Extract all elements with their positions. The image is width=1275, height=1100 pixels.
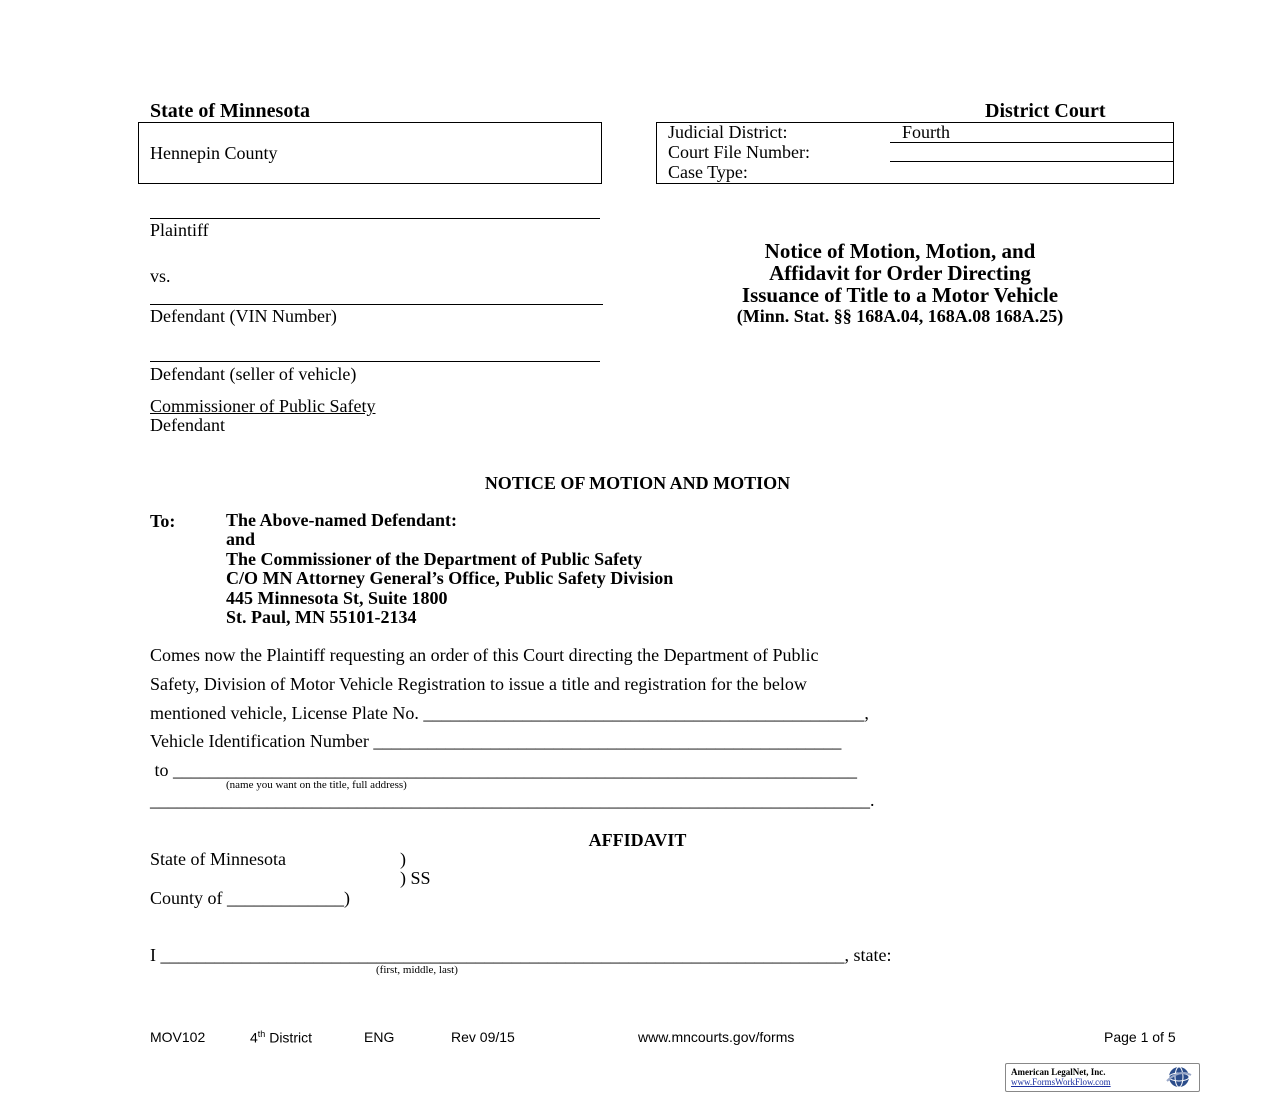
footer-revision: Rev 09/15 xyxy=(451,1029,515,1045)
commissioner-defendant-label: Defendant xyxy=(150,415,225,435)
to-label: To: xyxy=(150,511,176,531)
footer-district-num: 4 xyxy=(250,1029,258,1046)
addressee-line: The Commissioner of the Department of Public Safety xyxy=(226,548,643,569)
form-title xyxy=(640,240,1160,326)
footer-language: ENG xyxy=(364,1029,395,1045)
address-field[interactable]: ________________________________________________________________________________. xyxy=(150,790,875,810)
affidavit-county-field[interactable]: County of _____________) xyxy=(150,888,350,908)
court-heading: District Court xyxy=(985,100,1106,122)
footer-district xyxy=(250,1029,312,1046)
footer-website[interactable]: www.mncourts.gov/forms xyxy=(638,1029,795,1045)
vs-label: vs. xyxy=(150,266,171,286)
title-line-1: Notice of Motion, Motion, and xyxy=(764,239,1036,263)
affidavit-state: State of Minnesota xyxy=(150,849,286,869)
plaintiff-line[interactable] xyxy=(150,218,600,219)
affiant-name-field[interactable]: I ____________________________________________________________________________, state: xyxy=(150,945,892,965)
defendant-vin-label: Defendant (VIN Number) xyxy=(150,306,337,326)
legalnet-badge[interactable] xyxy=(1005,1063,1200,1092)
addressee-block xyxy=(226,511,673,627)
state-heading: State of Minnesota xyxy=(150,100,310,122)
commissioner-name: Commissioner of Public Safety xyxy=(150,396,376,416)
judicial-district-label: Judicial District: xyxy=(668,122,788,142)
vin-field[interactable]: Vehicle Identification Number ____________________________________________________ xyxy=(150,731,842,751)
statute-citation: (Minn. Stat. §§ 168A.04, 168A.08 168A.25) xyxy=(736,306,1064,326)
badge-company: American LegalNet, Inc. xyxy=(1011,1067,1106,1077)
case-type-label: Case Type: xyxy=(668,162,748,182)
judicial-district-value[interactable]: Fourth xyxy=(902,122,951,142)
affidavit-paren: ) xyxy=(400,849,406,869)
county-box xyxy=(138,122,602,184)
title-line-3: Issuance of Title to a Motor Vehicle xyxy=(741,283,1059,307)
addressee-line: and xyxy=(226,529,256,550)
body-line-1: Comes now the Plaintiff requesting an order of this Court directing the Department of Public xyxy=(150,645,819,665)
footer-district-sup: th xyxy=(257,1029,266,1039)
footer-district-word: District xyxy=(269,1029,312,1046)
affidavit-ss: ) SS xyxy=(400,868,431,888)
title-line-2: Affidavit for Order Directing xyxy=(769,261,1031,285)
globe-icon xyxy=(1164,1065,1194,1089)
court-file-underline xyxy=(890,161,1173,162)
addressee-line: St. Paul, MN 55101-2134 xyxy=(226,607,417,628)
court-file-label: Court File Number: xyxy=(668,142,810,162)
footer-form-code: MOV102 xyxy=(150,1029,206,1045)
county-name: Hennepin County xyxy=(150,143,278,163)
notice-heading: NOTICE OF MOTION AND MOTION xyxy=(484,473,791,493)
title-name-hint: (name you want on the title, full address) xyxy=(226,779,407,791)
court-info-box xyxy=(656,122,1174,184)
defendant-seller-line[interactable] xyxy=(150,361,600,362)
defendant-seller-label: Defendant (seller of vehicle) xyxy=(150,364,357,384)
title-name-field[interactable]: to ____________________________________________________________________________ xyxy=(150,760,858,780)
judicial-district-underline xyxy=(890,142,1173,143)
badge-url[interactable]: www.FormsWorkFlow.com xyxy=(1011,1077,1111,1087)
plaintiff-label: Plaintiff xyxy=(150,220,209,240)
addressee-line: 445 Minnesota St, Suite 1800 xyxy=(226,587,448,608)
affidavit-heading: AFFIDAVIT xyxy=(588,830,687,850)
body-line-2: Safety, Division of Motor Vehicle Registration to issue a title and registration for the below xyxy=(150,674,807,694)
addressee-line: C/O MN Attorney General’s Office, Public Safety Division xyxy=(226,568,674,589)
license-plate-field[interactable]: mentioned vehicle, License Plate No. _________________________________________________, xyxy=(150,703,869,723)
defendant-vin-line[interactable] xyxy=(150,304,603,305)
footer-page-number: Page 1 of 5 xyxy=(1104,1029,1176,1045)
affiant-name-hint: (first, middle, last) xyxy=(376,964,458,976)
addressee-line: The Above-named Defendant: xyxy=(226,510,458,530)
